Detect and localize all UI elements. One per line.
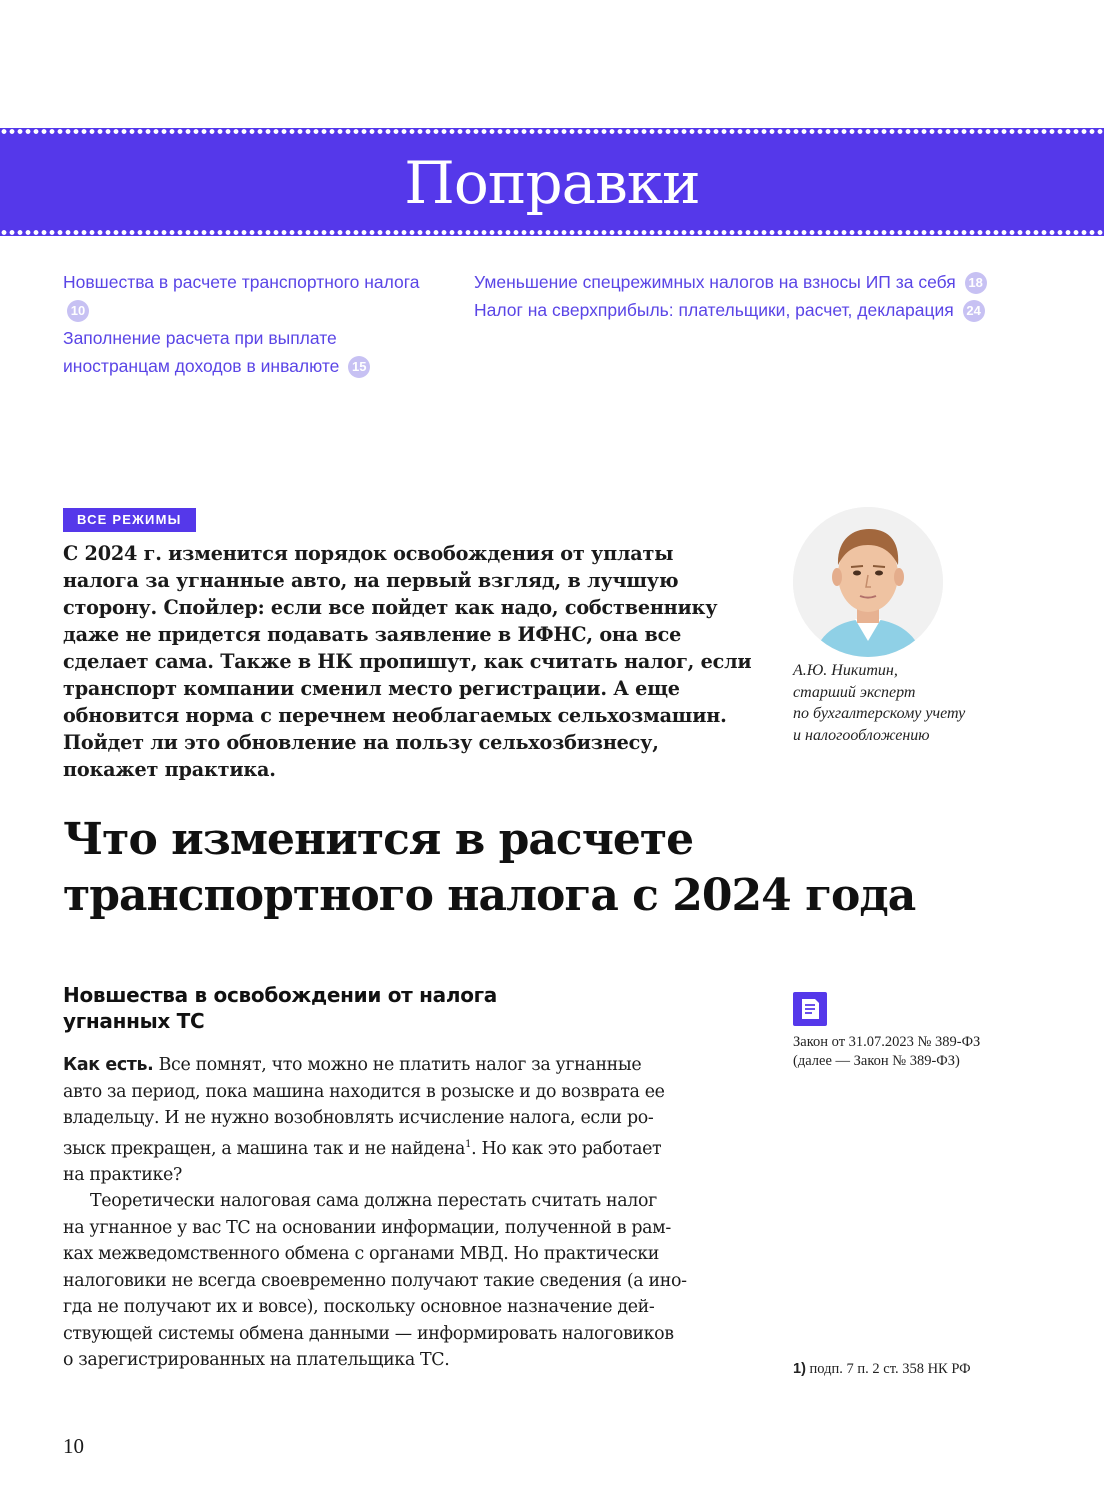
toc-link[interactable] [63,324,443,380]
body-line [63,1052,743,1079]
toc-page-badge: 18 [965,272,987,294]
author-portrait-icon [793,507,943,657]
category-tag: ВСЕ РЕЖИМЫ [63,508,196,532]
subheading-line: угнанных ТС [63,1009,205,1033]
body-line-text: Все помнят, что можно не платить налог за угнанные [153,1055,642,1075]
law-reference-line: Закон от 31.07.2023 № 389-ФЗ [793,1034,981,1050]
body-line-text: . Но как это работает [471,1138,662,1159]
body-line [63,1132,743,1162]
article-headline [63,812,1063,924]
body-line: авто за период, пока машина находится в розыске и до возврата ее [63,1081,665,1102]
document-icon [793,992,827,1026]
law-reference-line: (далее — Закон № 389-ФЗ) [793,1053,960,1069]
toc-page-badge: 15 [348,356,370,378]
body-line: налоговики не всегда своевременно получают такие сведения (а ино- [63,1270,687,1291]
author-caption [793,660,1033,746]
author-role: и налогообложению [793,726,930,744]
author-photo [793,507,943,657]
body-line: гда не получают их и вовсе), поскольку основное назначение дей- [63,1297,655,1318]
body-line: владельцу. И не нужно возобновлять исчисление налога, если ро- [63,1108,654,1128]
headline-line: транспортного налога с 2024 года [63,870,916,921]
author-role: старший эксперт [793,683,916,701]
toc-link-text: Новшества в расчете транспортного налога [63,272,420,292]
article-body [63,1052,743,1374]
toc-link-text: Уменьшение спецрежимных налогов на взносы ИП за себя [474,272,956,292]
body-line: на угнанное у вас ТС на основании информации, полученной в рам- [63,1217,671,1238]
document-icon-glyph [793,992,827,1026]
body-line: о зарегистрированных на плательщика ТС. [63,1350,450,1371]
toc-left-column [63,268,443,380]
toc-page-badge: 10 [67,300,89,322]
toc-link[interactable] [474,296,994,324]
page-number: 10 [63,1434,84,1458]
body-line-text: зыск прекращен, а машина так и не найдена [63,1138,466,1159]
section-title: Поправки [404,149,700,217]
subheading-line: Новшества в освобождении от налога [63,983,497,1007]
author-name: А.Ю. Никитин, [793,662,898,679]
body-line: Теоретически налоговая сама должна перестать считать налог [90,1191,657,1212]
body-line: ствующей системы обмена данными — информировать налоговиков [63,1323,674,1344]
toc-link-text: Налог на сверхприбыль: плательщики, расчет, декларация [474,300,954,320]
author-role: по бухгалтерскому учету [793,705,966,722]
footnote-text: подп. 7 п. 2 ст. 358 НК РФ [805,1361,971,1377]
paragraph-label: Как есть. [63,1055,154,1075]
lead-paragraph: С 2024 г. изменится порядок освобождения от уплаты налога за угнанные авто, на первый взгляд, в лучшую сторону. Спойлер: если все пойдет как надо, собственнику даже не придется подавать заявление в ИФНС, она все сделает сама. Также в НК пропишут, как считать налог, если транспорт компании сменил место регистрации. А еще обновится норма с перечнем необлагаемых сельхозмашин. Пойдет ли это обновление на пользу сельхозбизнесу, покажет практика. [63,542,752,781]
footnote-ref[interactable]: 1 [465,1138,472,1150]
section-subheading [63,982,663,1034]
law-reference [793,1033,1053,1071]
body-line: ках межведомственного обмена с органами МВД. Но практически [63,1244,660,1265]
toc-page-badge: 24 [963,300,985,322]
toc-right-column [474,268,994,324]
footnote [793,1360,1073,1379]
footnote-marker: 1) [793,1361,806,1377]
toc-link[interactable] [474,268,994,296]
body-line: на практике? [63,1164,182,1185]
toc-link[interactable] [63,268,443,324]
toc-link-text: Заполнение расчета при выплате иностранцам доходов в инвалюте [63,328,340,376]
headline-line: Что изменится в расчете [63,814,694,865]
